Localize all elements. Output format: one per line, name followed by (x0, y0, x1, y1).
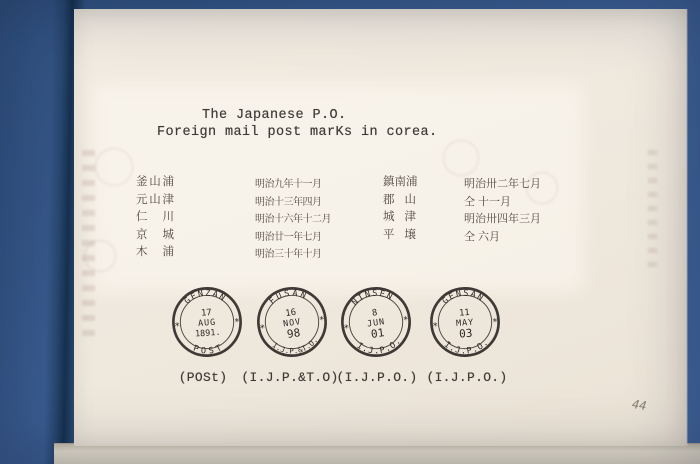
page-title-line2: Foreign mail post marKs in corea. (157, 125, 438, 140)
star-left-icon: * (432, 321, 439, 333)
postmark-caption: (I.J.P.&T.O) (241, 370, 339, 385)
opening-dates-right-column (464, 176, 541, 246)
svg-text:POST: POST (191, 341, 227, 357)
port-name: 木浦 (136, 246, 174, 258)
star-left-icon: * (259, 322, 267, 335)
port-name: 鎮南浦 (383, 176, 418, 188)
star-right-icon: * (402, 314, 410, 327)
svg-text:01: 01 (370, 326, 386, 341)
svg-text:MAY: MAY (455, 317, 475, 329)
svg-text:I.J.P.O.: I.J.P.O. (442, 337, 492, 357)
svg-text:NINSEN: NINSEN (350, 288, 396, 308)
postmark-genzan-stamp (168, 283, 247, 362)
opening-dates-left-column (255, 176, 331, 264)
postmark-caption: (POSt) (178, 370, 228, 385)
showthrough-circle (443, 140, 479, 176)
svg-text:1891.: 1891. (194, 327, 221, 340)
port-name: 京城 (136, 228, 174, 241)
port-name: 城津 (383, 211, 416, 223)
postmark-fusan-stamp (250, 280, 334, 364)
opening-date: 明治廿一年七月 (255, 231, 322, 243)
page-title-line1: The Japanese P.O. (202, 108, 347, 123)
port-names-left-column (136, 174, 174, 262)
port-name: 元山津 (136, 193, 174, 206)
album-page (74, 9, 687, 446)
svg-text:GENZAN: GENZAN (182, 288, 228, 307)
port-name: 平壌 (383, 228, 416, 241)
postmark-gensan-stamp (426, 283, 505, 362)
port-name: 釜山浦 (136, 176, 174, 188)
svg-text:GENSAN: GENSAN (440, 288, 486, 307)
opening-date: 仝 十一月 (464, 195, 512, 208)
svg-text:NOV: NOV (282, 317, 302, 330)
page-corner-mark: 44 (630, 396, 648, 414)
opening-date: 明治九年十一月 (255, 179, 322, 190)
star-left-icon: * (343, 322, 351, 335)
port-name: 仁川 (136, 211, 174, 223)
svg-text:11: 11 (458, 308, 471, 319)
opening-date: 明治十六年十二月 (255, 214, 331, 225)
port-name: 郡山 (383, 193, 416, 206)
showthrough-vertical-text (82, 150, 95, 342)
svg-text:I.J.P.O.: I.J.P.O. (354, 335, 404, 357)
svg-text:8: 8 (371, 308, 379, 319)
opening-date: 仝 六月 (464, 230, 501, 243)
svg-text:03: 03 (458, 326, 473, 341)
star-right-icon: * (233, 316, 241, 329)
svg-text:98: 98 (286, 326, 302, 341)
postmark-caption: (I.J.P.O.) (426, 370, 508, 385)
showthrough-smudge (648, 150, 657, 268)
opening-date: 明治卅二年七月 (464, 178, 541, 190)
svg-text:16: 16 (284, 307, 297, 320)
star-right-icon: * (491, 316, 499, 329)
port-names-right-column (383, 174, 416, 244)
under-page-edge (54, 443, 700, 464)
star-left-icon: * (174, 321, 181, 333)
opening-date: 明治三十年十月 (255, 249, 322, 260)
postmark-ninsen-stamp (334, 280, 418, 364)
svg-text:JUN: JUN (366, 317, 386, 330)
opening-date: 明治卅四年三月 (464, 213, 541, 225)
svg-text:17: 17 (200, 308, 213, 319)
postmark-caption: (I.J.P.O.) (336, 370, 418, 385)
star-right-icon: * (318, 314, 326, 327)
svg-text:FUSAN: FUSAN (267, 288, 310, 307)
showthrough-circle (95, 148, 133, 186)
svg-text:AUG: AUG (197, 317, 217, 329)
opening-date: 明治十三年四月 (255, 196, 322, 208)
svg-text:I.J.P.&T.O.: I.J.P.&T.O. (270, 335, 320, 356)
